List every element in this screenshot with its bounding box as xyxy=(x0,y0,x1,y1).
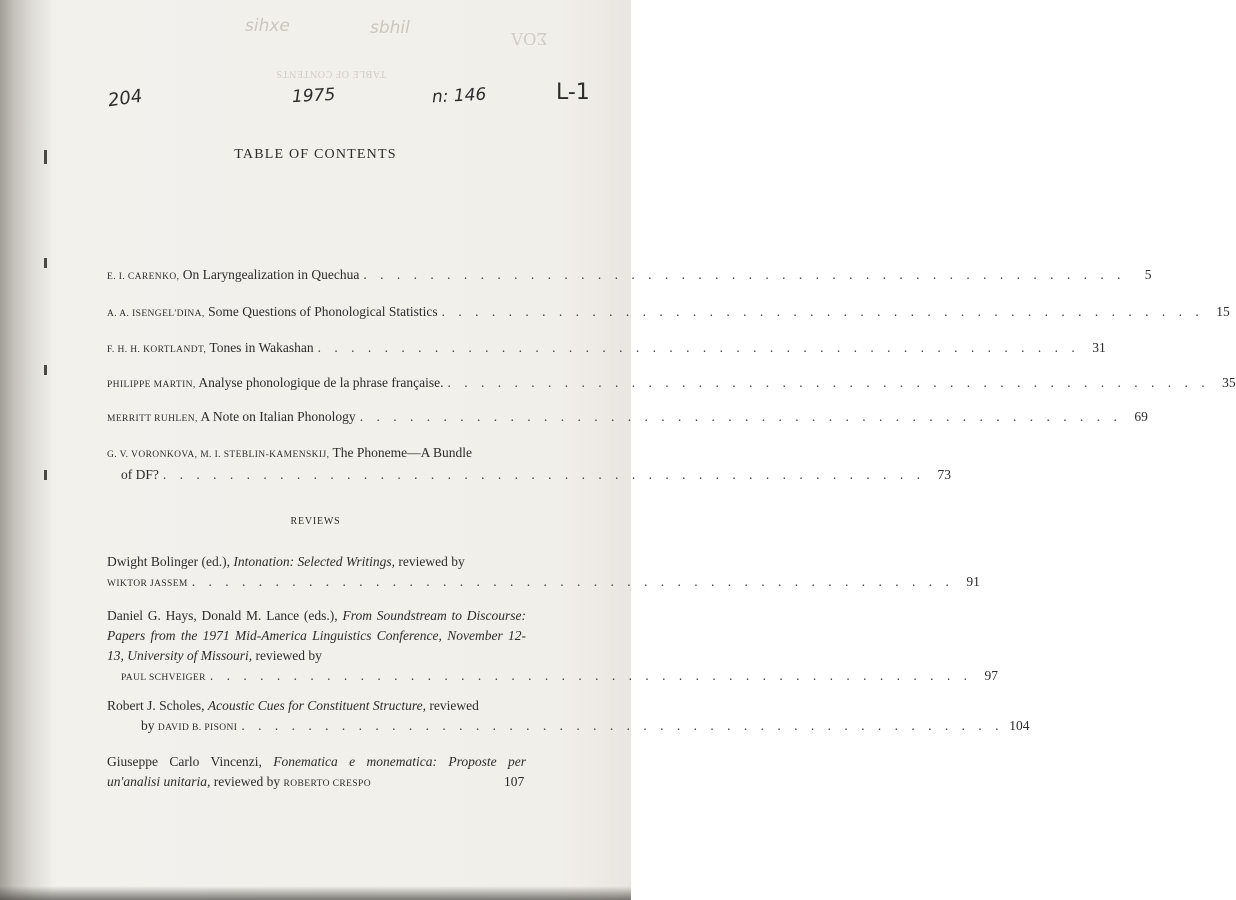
toc-entry xyxy=(107,302,1230,324)
dot-leader xyxy=(241,716,1003,736)
reviewer: ROBERTO CRESPO xyxy=(283,779,371,789)
section-heading-reviews: REVIEWS xyxy=(290,516,341,527)
toc-entry xyxy=(107,373,1236,395)
toc-entry xyxy=(107,443,951,485)
author: G. V. VORONKOVA, M. I. STEBLIN-KAMENSKIJ, xyxy=(107,450,330,460)
page-number: 107 xyxy=(504,774,525,789)
handwritten-catalog-number: n: 146 xyxy=(431,84,487,108)
dot-leader xyxy=(448,373,1210,393)
article-title: Tones in Wakashan xyxy=(209,340,314,355)
dot-leader xyxy=(442,302,1204,322)
review-lead: Dwight Bolinger (ed.), xyxy=(107,554,230,569)
page-number: 5 xyxy=(1144,267,1152,282)
page-title: TABLE OF CONTENTS xyxy=(234,147,397,162)
reviewed-by: reviewed by xyxy=(398,554,465,569)
show-through-text: ΣΟΛ xyxy=(510,29,548,49)
article-title-continued: of DF? xyxy=(121,467,159,482)
review-entry xyxy=(107,552,980,594)
dot-leader xyxy=(163,465,925,485)
review-lead: Giuseppe Carlo Vincenzi, xyxy=(107,754,262,769)
faint-handwriting: sihxe xyxy=(245,16,290,36)
handwritten-number: 204 xyxy=(106,85,144,112)
reviewed-by: reviewed by xyxy=(255,648,322,663)
edge-mark xyxy=(44,470,47,480)
review-entry xyxy=(107,696,1030,738)
page-number: 15 xyxy=(1216,304,1230,319)
page-number: 73 xyxy=(937,467,951,482)
page-number: 35 xyxy=(1222,375,1236,390)
page-number: 31 xyxy=(1092,340,1106,355)
review-entry xyxy=(107,606,998,688)
bottom-edge-shadow xyxy=(0,886,631,900)
reviewer: DAVID B. PISONI xyxy=(157,723,238,733)
dot-leader xyxy=(210,666,972,686)
handwritten-year: 1975 xyxy=(291,84,336,108)
review-entry xyxy=(107,752,526,794)
by-label: by xyxy=(141,718,155,733)
reviewer: WIKTOR JASSEM xyxy=(107,579,188,589)
article-title: Analyse phonologique de la phrase française. xyxy=(198,375,444,390)
toc-entry xyxy=(107,265,1152,287)
handwritten-code: L-1 xyxy=(556,80,590,105)
dot-leader xyxy=(192,572,954,592)
author: E. I. CARENKO, xyxy=(107,272,180,282)
dot-leader xyxy=(318,338,1080,358)
page-number: 69 xyxy=(1134,409,1148,424)
article-title: A Note on Italian Phonology xyxy=(200,409,356,424)
toc-entry xyxy=(107,407,1148,429)
page-number: 97 xyxy=(984,668,998,683)
edge-mark xyxy=(44,365,47,375)
review-lead: Robert J. Scholes, xyxy=(107,698,205,713)
dot-leader xyxy=(363,265,1125,285)
review-lead: Daniel G. Hays, Donald M. Lance (eds.), xyxy=(107,608,338,623)
page-number: 104 xyxy=(1009,718,1030,733)
book-title: Acoustic Cues for Constituent Structure, xyxy=(207,698,426,713)
book-title: From Soundstream to Discourse: Papers from the 1971 Mid-America Linguistics Conference, November 12-13, University of Missouri, xyxy=(107,608,526,663)
page-number: 91 xyxy=(966,574,980,589)
faint-handwriting: sbhil xyxy=(370,18,410,38)
toc-entry xyxy=(107,338,1106,360)
show-through-running-head: TABLE OF CONTENTS xyxy=(276,68,386,79)
reviewed-by: reviewed xyxy=(429,698,479,713)
article-title: On Laryngealization in Quechua xyxy=(182,267,360,282)
reviewed-by: reviewed by xyxy=(213,774,281,789)
dot-leader xyxy=(360,407,1122,427)
reviewer: PAUL SCHVEIGER xyxy=(121,673,206,683)
book-title: Fonematica e monematica: Proposte per un'analisi unitaria, xyxy=(107,754,527,789)
binding-shadow xyxy=(0,0,52,900)
book-title: Intonation: Selected Writings, xyxy=(233,554,395,569)
article-title: The Phoneme—A Bundle xyxy=(332,445,472,460)
edge-mark xyxy=(44,258,47,268)
author: F. H. H. KORTLANDT, xyxy=(107,345,207,355)
author: A. A. ISENGEL'DINA, xyxy=(107,309,205,319)
author: PHILIPPE MARTIN, xyxy=(107,380,196,390)
article-title: Some Questions of Phonological Statistics xyxy=(208,304,438,319)
author: MERRITT RUHLEN, xyxy=(107,414,198,424)
